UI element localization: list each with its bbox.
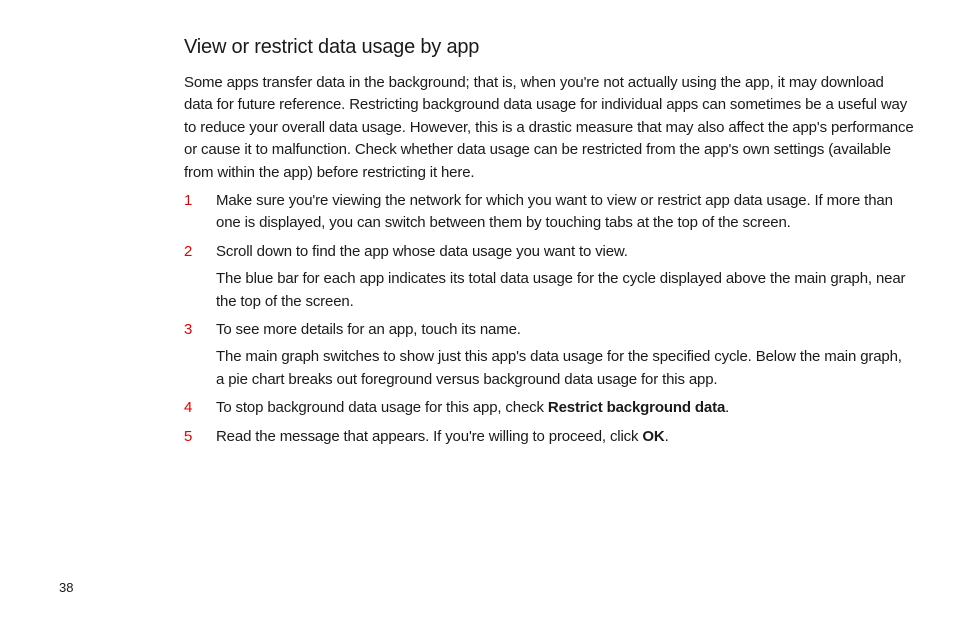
step-item — [184, 426, 914, 448]
step-item — [184, 241, 914, 313]
step-number: 1 — [184, 192, 193, 210]
step-number: 5 — [184, 427, 193, 445]
step-note: The blue bar for each app indicates its total data usage for the cycle displayed above the main graph, near the top of the screen. — [216, 270, 906, 310]
document-content — [184, 34, 914, 454]
step-text: To see more details for an app, touch its name. — [216, 321, 521, 339]
option-restrict-background-data: Restrict background data — [547, 399, 726, 417]
step-text-before: Read the message that appears. If you're willing to proceed, click — [216, 427, 643, 445]
step-text — [216, 426, 914, 448]
section-heading: View or restrict data usage by app — [184, 36, 480, 58]
step-text-before: To stop background data usage for this app, check — [216, 399, 548, 417]
step-text: Scroll down to find the app whose data usage you want to view. — [216, 242, 628, 260]
step-text — [216, 397, 914, 419]
step-note: The main graph switches to show just this app's data usage for the specified cycle. Below the main graph, a pie chart breaks out foreground versus background data usage for this app. — [216, 348, 902, 388]
option-ok: OK — [642, 427, 665, 445]
step-text-after: . — [725, 399, 730, 417]
page-number: 38 — [59, 580, 74, 595]
step-number: 3 — [184, 321, 193, 339]
step-number: 2 — [184, 242, 193, 260]
step-text: Make sure you're viewing the network for which you want to view or restrict app data usage. If more than one is displayed, you can switch between them by touching tabs at the top of the screen. — [216, 192, 893, 232]
intro-paragraph: Some apps transfer data in the background; that is, when you're not actually using the app, it may download data for future reference. Restricting background data usage for individual apps can sometimes be a useful way to reduce your overall data usage. However, this is a drastic measure that may also affect the app's performance or cause it to malfunction. Check whether data usage can be restricted from the app's own settings (available from within the app) before restricting it here. — [184, 74, 914, 181]
step-item — [184, 397, 914, 419]
step-number: 4 — [184, 399, 193, 417]
step-text-after: . — [664, 427, 669, 445]
step-item — [184, 319, 914, 391]
step-item — [184, 190, 914, 235]
steps-list — [184, 190, 914, 448]
